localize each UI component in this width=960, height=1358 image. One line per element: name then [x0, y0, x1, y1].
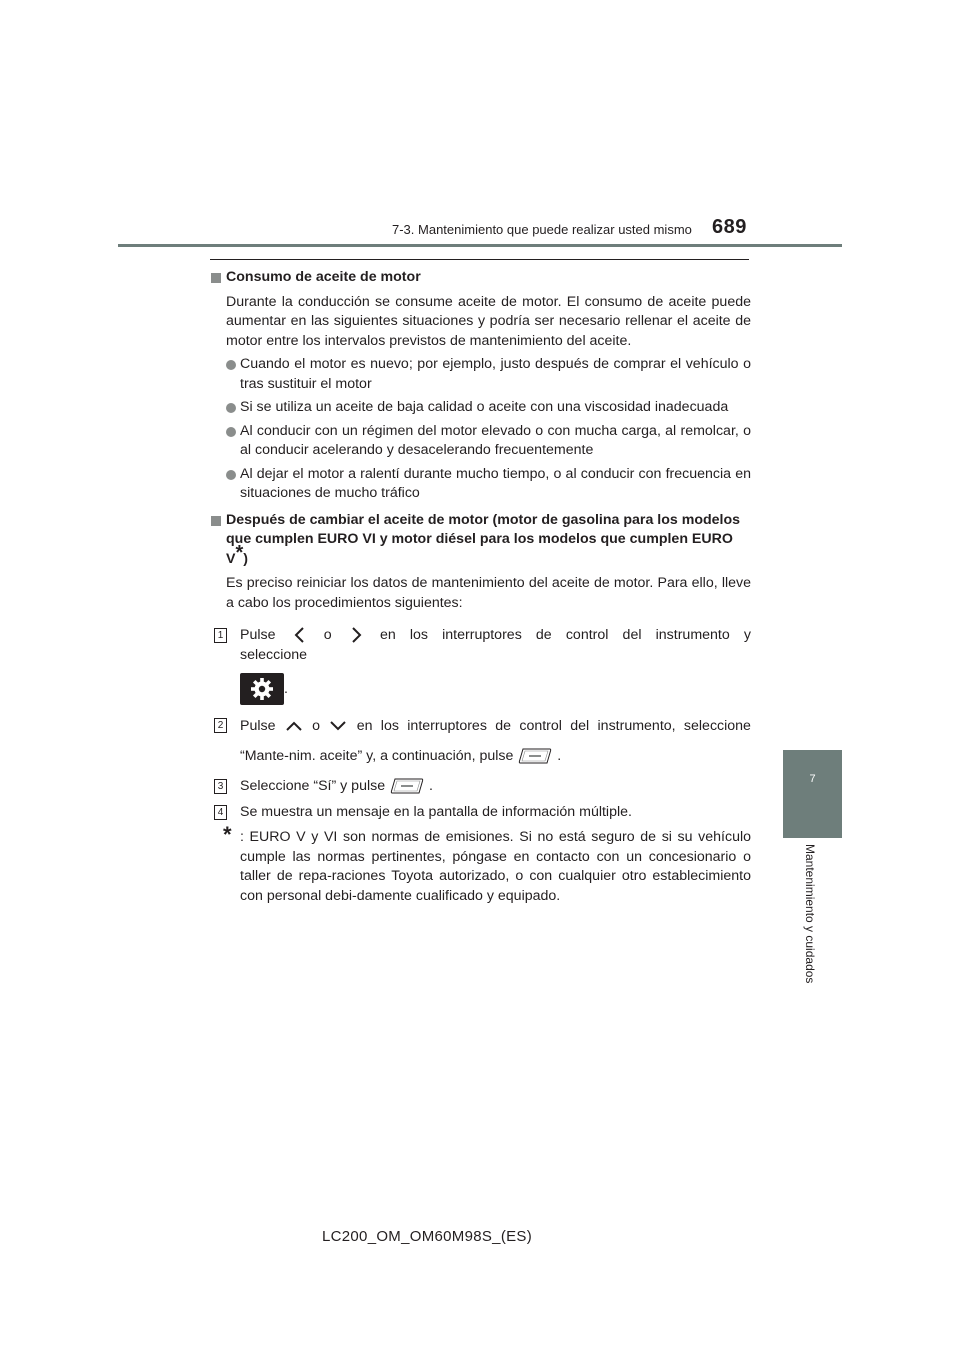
step-text: Seleccione “Sí” y pulse: [240, 778, 386, 794]
page-number: 689: [712, 216, 747, 238]
list-item-text: Al conducir con un régimen del motor elevado o con mucha carga, al remolcar, o al conducir acelerando y desacelerando frecuentemente: [240, 422, 751, 458]
step-text: o: [312, 718, 321, 734]
square-bullet-icon: [211, 273, 221, 283]
step-text: Pulse: [240, 718, 276, 734]
section-intro: Es preciso reiniciar los datos de mantenimiento del aceite de motor. Para ello, lleve a cabo los procedimientos siguientes:: [226, 575, 751, 611]
step-item: [210, 777, 751, 797]
header-rule: [118, 244, 842, 247]
list-item-text: Al dejar el motor a ralentí durante mucho tiempo, o al conducir con frecuencia en situaciones de mucho tráfico: [240, 465, 751, 501]
chapter-tab: [783, 750, 842, 838]
step-text: .: [429, 778, 433, 794]
square-bullet-icon: [211, 516, 221, 526]
chevron-down-icon: [328, 719, 348, 733]
section-title: 7-3. Mantenimiento que puede realizar usted mismo: [392, 222, 692, 237]
section-heading-text: Después de cambiar el aceite de motor (motor de gasolina para los modelos que cumplen EURO VI y motor diésel para los modelos que cumplen EURO V: [226, 511, 741, 567]
step-text: .: [284, 680, 288, 697]
list-item-text: Cuando el motor es nuevo; por ejemplo, justo después de comprar el vehículo o tras sustituir el motor: [240, 356, 751, 392]
step-text: Pulse: [240, 627, 276, 643]
circle-bullet-icon: [226, 360, 236, 370]
circle-bullet-icon: [226, 427, 236, 437]
step-text: Se muestra un mensaje en la pantalla de información múltiple.: [240, 803, 632, 820]
list-item: [210, 422, 751, 461]
circle-bullet-icon: [226, 470, 236, 480]
list-item: [210, 355, 751, 394]
list-item: [210, 465, 751, 504]
section-intro: Durante la conducción se consume aceite de motor. El consumo de aceite puede aumentar en las siguientes situaciones y podría ser necesario rellenar el aceite de motor entre los intervalos previstos de mantenimiento del aceite.: [226, 293, 751, 349]
list-item-text: Si se utiliza un aceite de baja calidad o aceite con una viscosidad inadecuada: [240, 399, 729, 415]
step-number: 4: [214, 805, 227, 820]
chevron-right-icon: [346, 626, 366, 644]
step-list: [210, 626, 751, 822]
section-heading: [210, 268, 751, 288]
step-number: 1: [214, 628, 227, 643]
asterisk-mark: *: [235, 541, 244, 564]
document-code: LC200_OM_OM60M98S_(ES): [322, 1228, 533, 1245]
section-heading: [210, 511, 751, 570]
section-heading-text: Consumo de aceite de motor: [226, 269, 421, 285]
chevron-left-icon: [290, 626, 310, 644]
heading-close: ): [243, 550, 248, 567]
chevron-up-icon: [284, 719, 304, 733]
list-item: [210, 398, 751, 418]
settings-display-icon: [240, 673, 284, 705]
step-number: 3: [214, 779, 227, 794]
gear-icon: [240, 673, 284, 705]
asterisk-mark: *: [223, 822, 232, 847]
circle-bullet-icon: [226, 403, 236, 413]
step-item: [210, 626, 751, 705]
step-item: [210, 711, 751, 771]
content-rule: [210, 259, 749, 260]
bullet-list: [210, 355, 751, 504]
enter-switch-icon: [389, 777, 425, 795]
step-text: .: [557, 748, 562, 764]
step-text: en los interruptores de control del instrumento, seleccione “Mante-nim. aceite” y, a continuación, pulse: [240, 718, 751, 764]
enter-switch-icon: [517, 747, 553, 765]
step-item: [210, 803, 751, 823]
step-text: o: [323, 627, 332, 643]
footnote: [210, 822, 751, 906]
chapter-number: 7: [809, 773, 816, 785]
main-content: [210, 268, 751, 906]
step-text: en los interruptores de control del instrumento y seleccione: [240, 627, 751, 663]
step-number: 2: [214, 718, 227, 733]
chapter-title: Mantenimiento y cuidados: [803, 844, 817, 984]
footnote-text: : EURO V y VI son normas de emisiones. Si no está seguro de si su vehículo cumple las normas pertinentes, póngase en contacto con un concesionario o taller de repa-raciones Toyota autorizado, o con cualquier otro establecimiento con personal debi-damente cualificado y equipado.: [240, 829, 751, 904]
